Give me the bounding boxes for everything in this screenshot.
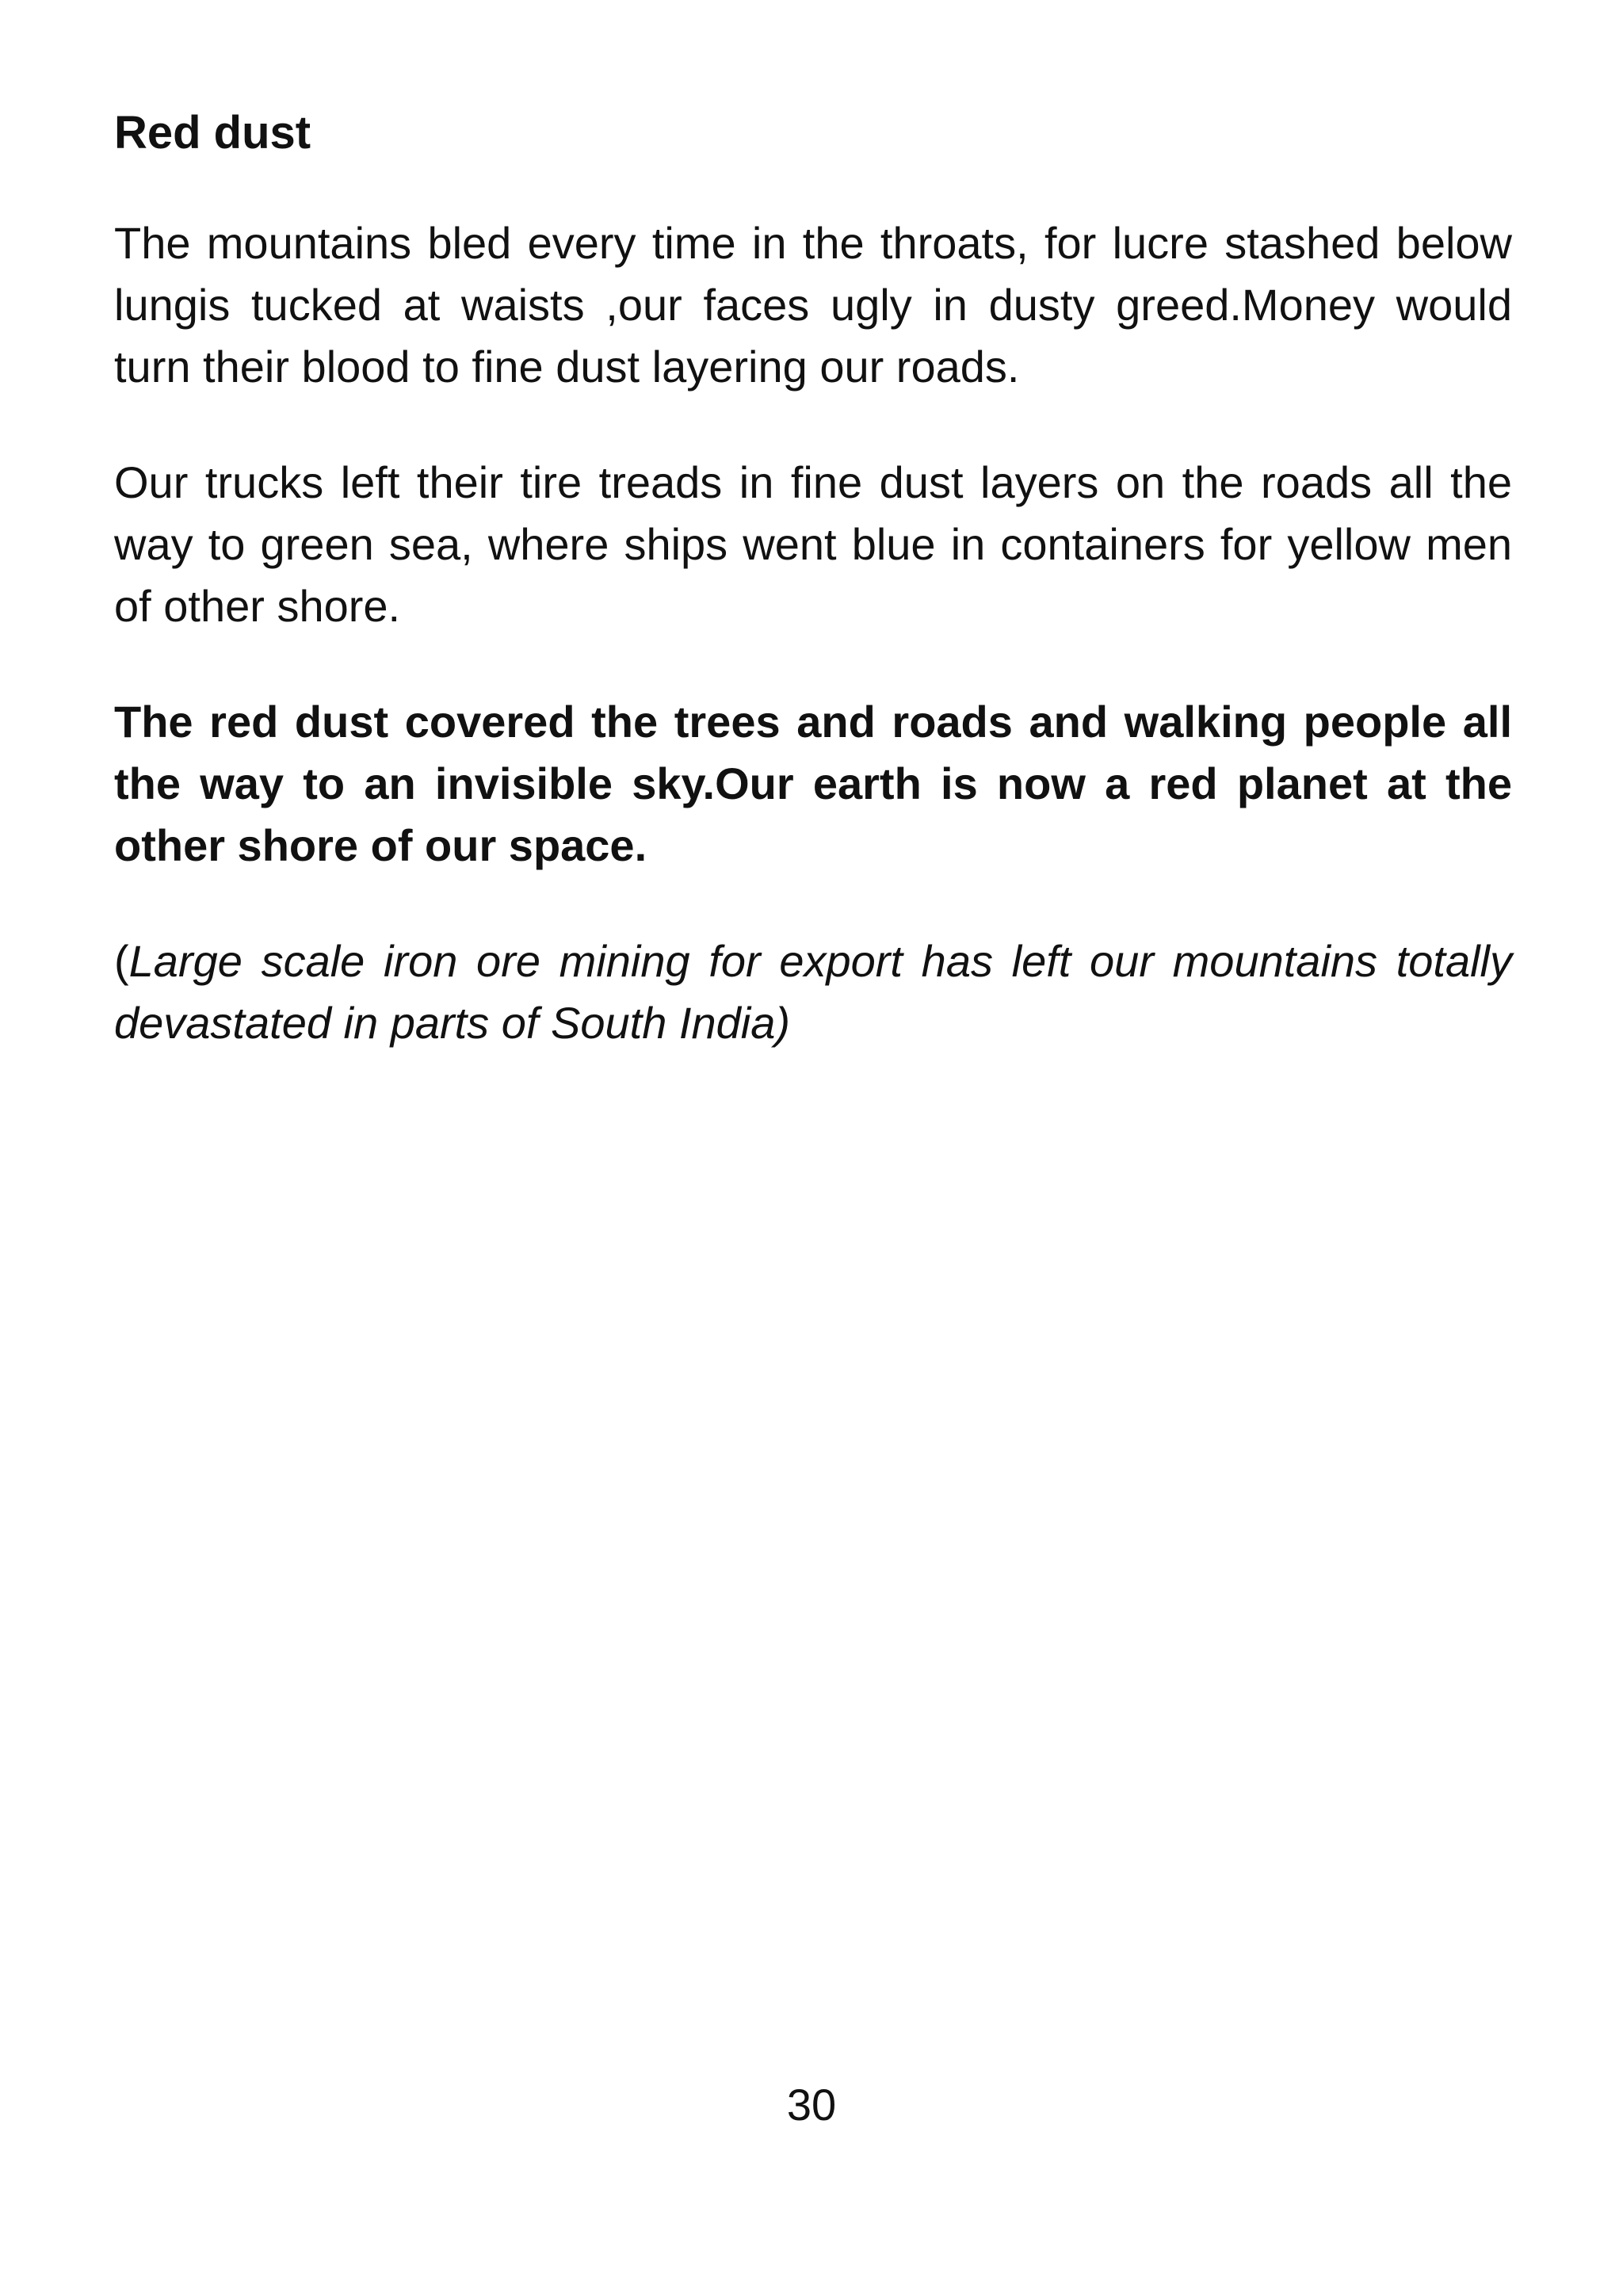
poem-paragraph-1: The mountains bled every time in the throats, for lucre stashed below lungis tucked at waists ,our faces ugly in dusty greed.Money would turn their blood to fine dust layering our roads. bbox=[114, 218, 1512, 392]
footnote bbox=[114, 930, 1512, 1054]
footnote-text: Large scale iron ore mining for export has left our mountains totally devastated in parts of South India) bbox=[114, 936, 1512, 1048]
page-content bbox=[114, 101, 1512, 1054]
footnote-open-paren: ( bbox=[114, 936, 129, 986]
poem-paragraph-bold: The red dust covered the trees and roads and walking people all the way to an invisible sky.Our earth is now a red planet at the other shore of our space. bbox=[114, 697, 1512, 870]
poem-title: Red dust bbox=[114, 107, 311, 159]
page-number: 30 bbox=[786, 2080, 837, 2130]
poem-paragraph-2: Our trucks left their tire treads in fine dust layers on the roads all the way to green sea, where ships went blue in containers for yellow men of other shore. bbox=[114, 457, 1512, 631]
